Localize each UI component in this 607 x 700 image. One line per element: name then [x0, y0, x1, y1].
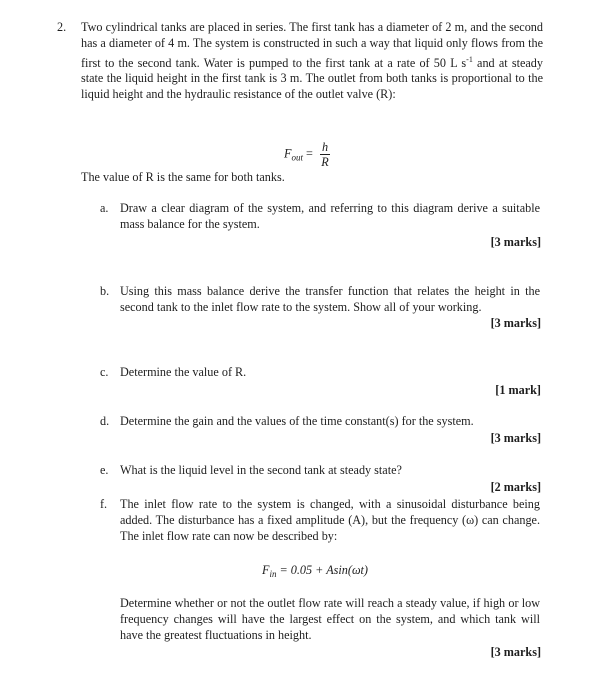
fin-lhs-sub: in [269, 569, 277, 579]
part-e-letter: e. [100, 463, 109, 477]
question-intro [81, 20, 543, 103]
formula-numerator: h [321, 140, 329, 154]
formula-lhs-sub: out [291, 152, 303, 163]
intro-text-rest: and at steady state the liquid height in the first tank is 3 m. The outlet from both tanks is proportional to the liquid height and the hydraulic resistance of the outlet valve (R): [81, 55, 543, 102]
part-f-text: The inlet flow rate to the system is changed, with a sinusoidal disturbance being added. The disturbance has a fixed amplitude (A), but the frequency (ω) can change. The inlet flow rate can now be described by: [120, 497, 540, 543]
part-f-marks: [3 marks] [490, 645, 541, 659]
part-f-letter: f. [100, 497, 108, 511]
question-number: 2. [57, 20, 67, 34]
part-e-marks: [2 marks] [490, 480, 541, 494]
formula-denominator: R [321, 155, 329, 169]
part-b-marks: [3 marks] [490, 316, 541, 330]
part-d-letter: d. [100, 414, 110, 428]
part-c-text: Determine the value of R. [120, 365, 247, 379]
part-d-marks: [3 marks] [490, 431, 541, 445]
part-a-letter: a. [100, 201, 109, 215]
part-d-text: Determine the gain and the values of the time constant(s) for the system. [120, 414, 474, 428]
part-c-marks: [1 mark] [495, 383, 541, 397]
fin-lhs: F [262, 563, 270, 577]
outlet-flow-formula [284, 140, 330, 169]
part-a-text: Draw a clear diagram of the system, and referring to this diagram derive a suitable mass balance for the system. [120, 201, 540, 231]
intro-superscript: -1 [466, 54, 473, 64]
formula-equals: = [306, 146, 313, 161]
same-r-statement: The value of R is the same for both tanks. [81, 170, 285, 184]
part-b-text: Using this mass balance derive the transfer function that relates the height in the second tank to the inlet flow rate to the system. Show all of your working. [120, 284, 540, 314]
part-e-text: What is the liquid level in the second tank at steady state? [120, 463, 402, 477]
fin-rhs: = 0.05 + Asin(ωt) [276, 563, 368, 577]
intro-text: Two cylindrical tanks are placed in series. The first tank has a diameter of 2 m, and the second has a diameter of 4 m. The system is constructed in such a way that liquid only flows from the first to the second tank. Water is pumped to the first tank at a rate of 50 L s [81, 20, 543, 70]
part-a-marks: [3 marks] [490, 235, 541, 249]
formula-lhs: F [284, 146, 292, 161]
part-b-letter: b. [100, 284, 110, 298]
part-f-followup: Determine whether or not the outlet flow rate will reach a steady value, if high or low frequency changes will have the largest effect on the system, and which tank will have the greatest fluctuations in height. [120, 596, 540, 642]
part-c-letter: c. [100, 365, 109, 379]
inlet-flow-formula [262, 563, 368, 583]
formula-fraction [320, 140, 330, 169]
